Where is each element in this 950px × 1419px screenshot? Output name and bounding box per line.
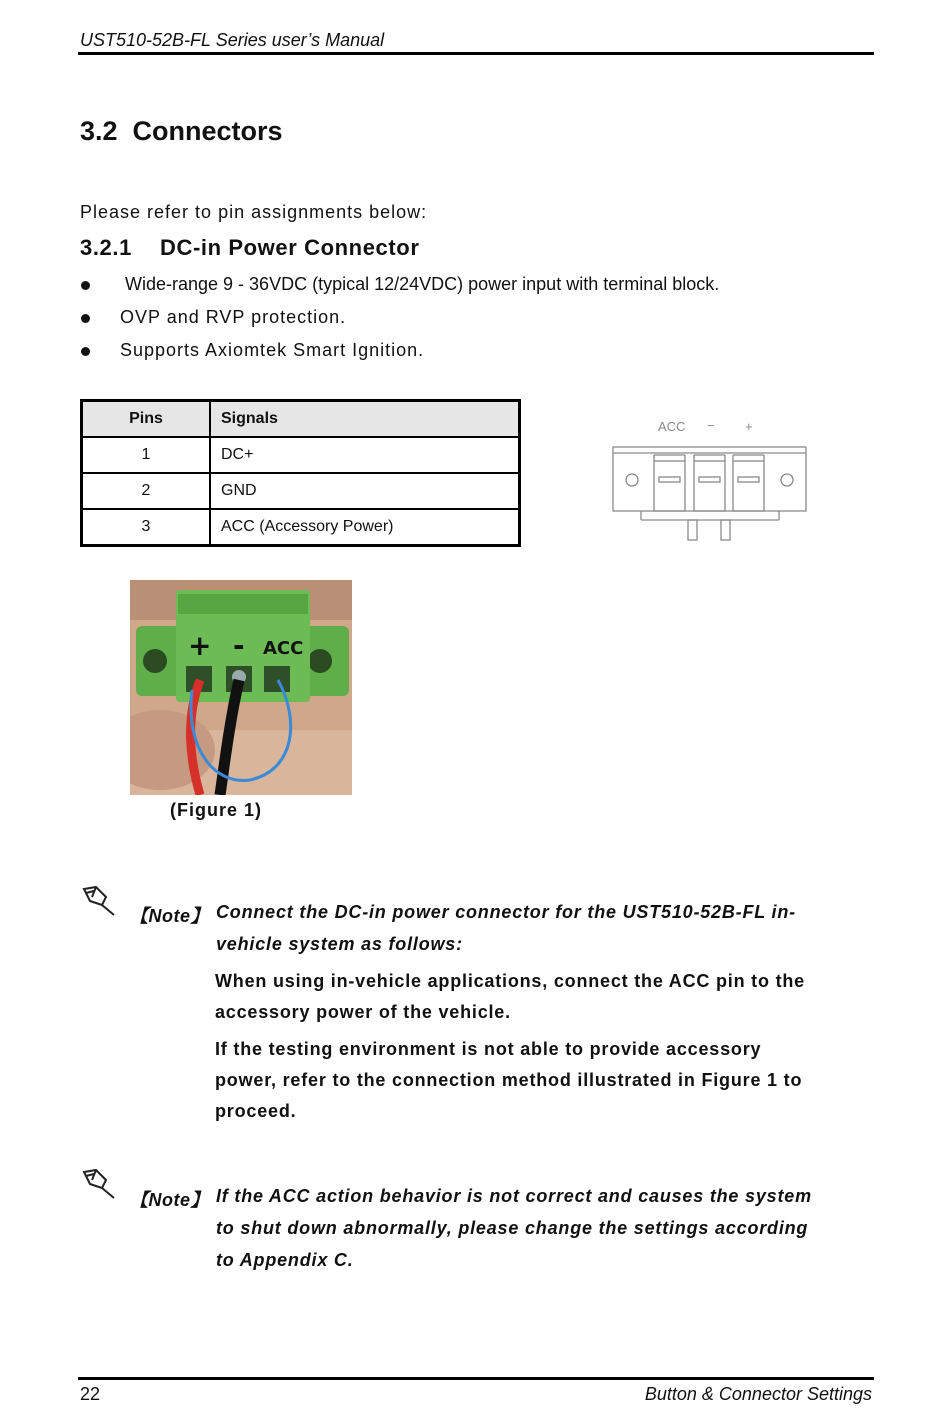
signal-cell: ACC (Accessory Power) (210, 509, 520, 546)
connector-drawing (605, 412, 815, 546)
intro-text: Please refer to pin assignments below: (80, 202, 428, 222)
pin-cell: 2 (82, 473, 211, 509)
signal-cell: DC+ (210, 437, 520, 473)
column-header-pins: Pins (82, 401, 211, 438)
pin-cell: 3 (82, 509, 211, 546)
bullet-icon (81, 347, 90, 356)
pin-cell: 1 (82, 437, 211, 473)
note-pin-icon (80, 1166, 118, 1200)
drawing-label-minus: − (707, 418, 715, 433)
pin-assignment-table (80, 399, 521, 547)
drawing-label-plus: + (745, 419, 753, 434)
subsection-number: 3.2.1 (80, 235, 132, 260)
note-paragraph: When using in-vehicle applications, connect the ACC pin to the accessory power of the vehicle. (215, 971, 805, 1022)
bullet-icon (81, 281, 90, 290)
signal-cell: GND (210, 473, 520, 509)
section-heading: 3.2 Connectors (80, 116, 283, 146)
photo-label-acc: ACC (263, 638, 304, 659)
table-header-row (82, 401, 520, 438)
feature-list (80, 268, 719, 367)
table-row (82, 473, 520, 509)
list-item: OVP and RVP protection. (80, 301, 719, 334)
photo-label-plus: + (188, 629, 212, 662)
page-number: 22 (80, 1384, 101, 1404)
note-paragraph: If the testing environment is not able to provide accessory power, refer to the connection method illustrated in Figure 1 to proceed. (215, 1039, 803, 1121)
note-body: If the ACC action behavior is not correct and causes the system to shut down abnormally, please change the settings according to Appendix C. (216, 1186, 812, 1270)
note-pin-icon (80, 883, 118, 917)
running-header: UST510-52B-FL Series user’s Manual (80, 30, 385, 50)
note-tag: 【Note】 (130, 1190, 209, 1210)
drawing-label-acc: ACC (658, 419, 686, 434)
connector-photo (130, 580, 352, 795)
footer-section-name: Button & Connector Settings (644, 1384, 872, 1404)
table-row (82, 509, 520, 546)
subsection-heading (80, 235, 420, 261)
footer-divider (78, 1377, 874, 1380)
list-item: Wide-range 9 - 36VDC (typical 12/24VDC) power input with terminal block. (80, 268, 719, 301)
photo-label-minus: - (233, 629, 245, 662)
note-tag: 【Note】 (130, 906, 209, 926)
bullet-icon (81, 314, 90, 323)
subsection-title: DC-in Power Connector (160, 235, 420, 260)
note-body: Connect the DC-in power connector for the UST510-52B-FL in- vehicle system as follows: (216, 902, 796, 954)
header-divider (78, 52, 874, 55)
table-row (82, 437, 520, 473)
column-header-signals: Signals (210, 401, 520, 438)
list-item: Supports Axiomtek Smart Ignition. (80, 334, 719, 367)
figure-caption: (Figure 1) (170, 800, 263, 820)
